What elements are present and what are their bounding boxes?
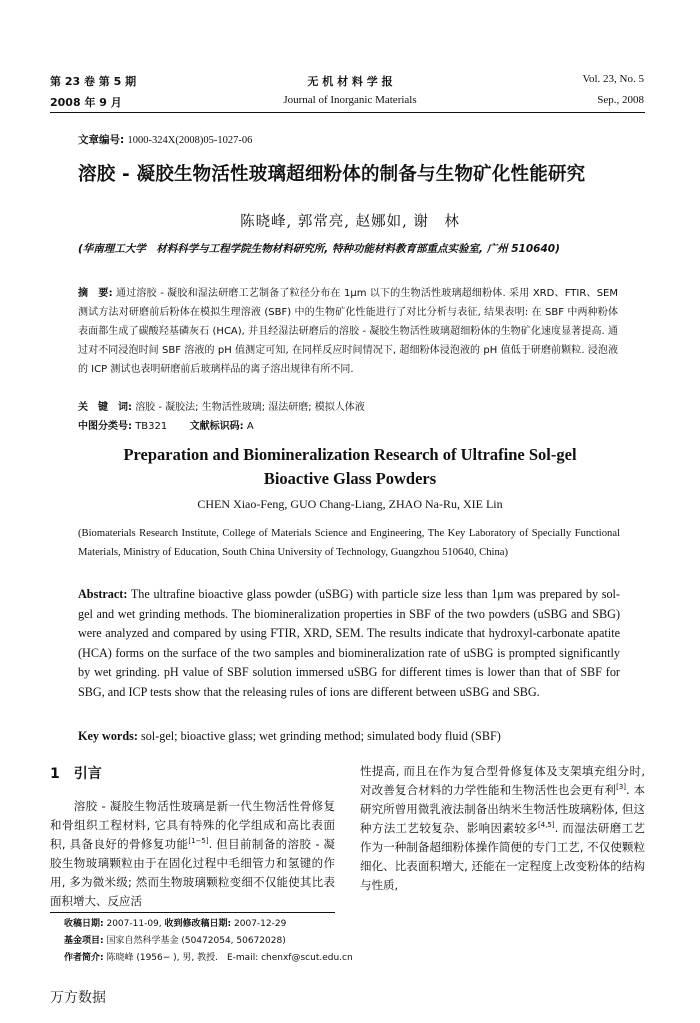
title-cn: 溶胶 - 凝胶生物活性玻璃超细粉体的制备与生物矿化性能研究 [78,164,586,185]
keywords-en-label: Key words: [78,729,138,743]
article-id-label: 文章编号: [78,134,125,146]
section-1-right-text: 性提高, 而且在作为复合型骨修复体及支架填充组分时, 对改善复合材料的力学性能和生物活性也会更有利 [360,764,645,797]
footnote-received [64,916,664,933]
ref-3: [3] [616,783,627,792]
header-rule [50,112,645,113]
abstract-cn-text: 通过溶胶 - 凝胶和湿法研磨工艺制备了粒径分布在 1μm 以下的生物活性玻璃超细粉体. 采用 XRD、FTIR、SEM 测试方法对研磨前后粉体在模拟生理溶液 (SBF) 中的生物矿化性能进行了对比分析与表征, 结果表明: 在 SBF 中两种粉体表面都生成了碳酸羟基磷灰石 (HCA), 并且经湿法研磨后的溶胶 - 凝胶生物活性玻璃超细粉体的生物矿化速度显著提高. 通过对不同浸泡时间 SBF 溶液的 pH 值测定可知, 在同样反应时间情况下, 超细粉体浸泡液的 pH 值低于研磨前颗粒. 浸泡液的 ICP 测试也表明研磨前后玻璃样品的离子溶出规律有所不同. [78,288,619,375]
authors-cn: 陈晓峰, 郭常亮, 赵娜如, 谢 林 [240,214,460,230]
abstract-en-text: The ultrafine bioactive glass powder (uSBG) with particle size less than 1μm was prepared by sol-gel and wet grinding methods. The biomineralization properties in SBF of the two powders (uSBG and SBG) were analyzed and compared by using FTIR, XRD, SEM. The results indicate that hydroxyl-carbonate apatite (HCA) forms on the surface of the two samples and biomineralization rate of uSBG is prompted significantly by wet grinding. pH value of SBF solution immersed uSBG for different times is lower than that of SBF for SBG, and ICP tests show that the releasing rules of ions are different between uSBG and SBG. [78,587,620,699]
title-en-line2: Bioactive Glass Powders [263,469,437,488]
footnote-rule [50,912,335,913]
revised-label: 收到修改稿日期: [164,919,232,929]
abstract-cn [78,284,618,379]
section-1-left-text: 溶胶 - 凝胶生物活性玻璃是新一代生物活性骨修复和骨组织工程材料, 它具有特殊的化学组成和高比表面积, 具备良好的骨修复功能 [50,799,335,851]
section-1-right-text-3: . 而湿法研磨工艺作为一种制备超细粉体操作简便的专门工艺, 不仅使颗粒细化、比表面积增大, 还能在一定程度上改变粉体的结构与性质, [360,821,646,892]
doc-code-value: A [246,421,254,432]
article-id-value: 1000-324X(2008)05-1027-06 [127,135,253,146]
affiliation-en: (Biomaterials Research Institute, College of Materials Science and Engineering, The Key Laboratory of Specially Functional Materials, Ministry of Education, South China University of Technology, Guangzhou 510640, China) [78,528,620,558]
doc-code-label: 文献标识码: [189,421,244,432]
section-1-right-column [360,762,645,895]
footnote-author [64,950,664,967]
author-label: 作者简介: [64,953,104,963]
title-en [0,443,700,491]
revised-value: 2007-12-29 [234,919,287,929]
footnotes [64,916,664,967]
footnote-fund [64,933,664,950]
abstract-en-label: Abstract: [78,587,128,601]
section-1-heading: 1 引言 [50,766,102,782]
watermark: 万方数据 [50,990,106,1006]
classification-label: 中图分类号: [78,421,132,432]
keywords-en-text: sol-gel; bioactive glass; wet grinding method; simulated body fluid (SBF) [140,729,501,743]
classification-value: TB321 [135,421,168,432]
keywords-cn-label: 关 键 词: [78,402,132,413]
section-1-left-text-2: . 但目前制备的溶胶 - 凝胶生物玻璃颗粒由于在固化过程中毛细管力和氢键的作用, 多为微米级; 然而生物玻璃颗粒变细不仅能使其比表面积增大、反应活 [50,837,335,908]
keywords-en [78,727,620,747]
received-label: 收稿日期: [64,919,104,929]
fund-value: 国家自然科学基金 (50472054, 50672028) [106,936,286,946]
journal-name-en: Journal of Inorganic Materials [283,94,417,106]
ref-1-5: [1−5] [188,837,209,846]
title-en-line1: Preparation and Biomineralization Research of Ultrafine Sol-gel [123,445,577,464]
received-value: 2007-11-09, [106,919,162,929]
section-1-right-text-2: . 本研究所曾用微乳液法制备出纳米生物活性玻璃粉体, 但这种方法工艺较复杂、影响因素较多 [360,783,645,835]
journal-volume-cn: 第 23 卷 第 5 期 [50,75,137,88]
journal-date-cn: 2008 年 9 月 [50,96,122,109]
article-id [78,132,252,147]
ref-4-5: [4,5] [538,821,555,830]
keywords-cn-text: 溶胶 - 凝胶法; 生物活性玻璃; 湿法研磨; 模拟人体液 [135,402,365,413]
abstract-cn-label: 摘 要: [78,288,113,299]
keywords-cn [78,398,618,417]
journal-name-cn: 无 机 材 料 学 报 [307,75,393,88]
journal-date-en: Sep., 2008 [597,94,644,106]
fund-label: 基金项目: [64,936,104,946]
affiliation-cn: (华南理工大学 材料科学与工程学院生物材料研究所, 特种功能材料教育部重点实验室, 广州 510640) [78,243,560,255]
journal-volume-en: Vol. 23, No. 5 [582,73,644,85]
section-1-left-column [50,797,335,911]
authors-en: CHEN Xiao-Feng, GUO Chang-Liang, ZHAO Na-Ru, XIE Lin [197,497,503,511]
abstract-en [78,585,620,702]
classification [78,417,618,436]
author-value: 陈晓峰 (1956− ), 男, 教授. E-mail: chenxf@scut.edu.cn [106,953,353,963]
